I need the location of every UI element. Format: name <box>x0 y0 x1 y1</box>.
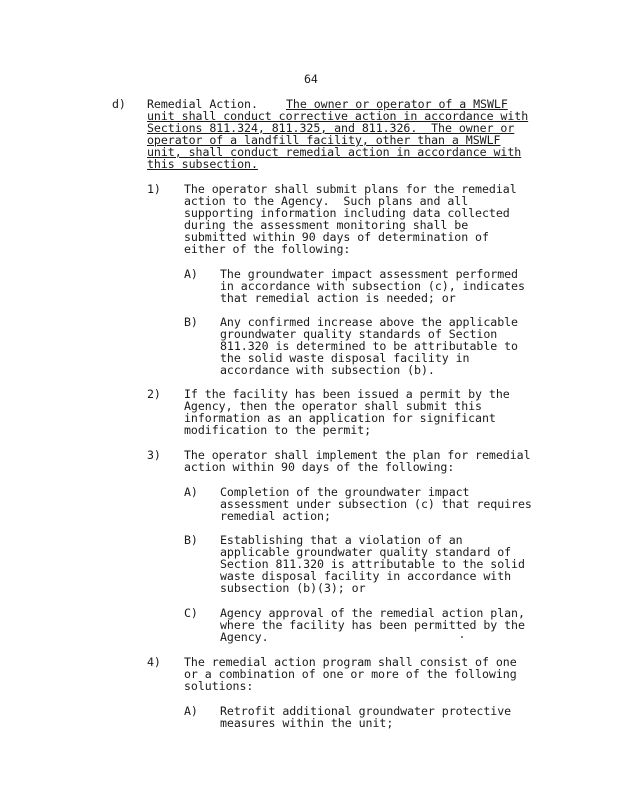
item-text-line: The operator shall implement the plan for remedial <box>184 448 531 462</box>
subitem-text-line: where the facility has been permitted by the <box>220 618 525 632</box>
item-text-line: modification to the permit; <box>184 423 372 437</box>
subitem-text-line: in accordance with subsection (c), indicates <box>220 279 525 293</box>
subitem-text-line: Any confirmed increase above the applicable <box>220 315 518 329</box>
section-text-line: unit, shall conduct remedial action in accordance with <box>147 145 522 159</box>
item-label: 3) <box>147 448 161 462</box>
item-text-line: either of the following: <box>184 242 351 256</box>
subitem-label: A) <box>184 704 198 718</box>
subitem-text-line: waste disposal facility in accordance with <box>220 569 512 583</box>
subitem-text-line: groundwater quality standards of Section <box>220 327 498 341</box>
section-text-line: Sections 811.324, 811.325, and 811.326. The owner or <box>147 121 515 135</box>
subitem-text-line: assessment under subsection (c) that requires <box>220 497 532 511</box>
item-text-line: during the assessment monitoring shall be <box>184 218 469 232</box>
subitem-text-line: the solid waste disposal facility in <box>220 351 470 365</box>
item-text-line: information as an application for significant <box>184 411 496 425</box>
subitem-label: A) <box>184 267 198 281</box>
subitem-text-line: 811.320 is determined to be attributable to <box>220 339 518 353</box>
item-label: 1) <box>147 182 161 196</box>
section-text-line: unit shall conduct corrective action in accordance with <box>147 109 529 123</box>
subitem-text-line: measures within the unit; <box>220 716 394 730</box>
item-text-line: supporting information including data collected <box>184 206 510 220</box>
subitem-text-line: The groundwater impact assessment performed <box>220 267 518 281</box>
item-text-line: submitted within 90 days of determination of <box>184 230 489 244</box>
section-text-line: The owner or operator of a MSWLF <box>286 97 508 111</box>
subitem-text-line: applicable groundwater quality standard of <box>220 545 512 559</box>
section-label: d) <box>112 97 126 111</box>
item-text-line: action to the Agency. Such plans and all <box>184 194 469 208</box>
subitem-text-line: remedial action; <box>220 509 331 523</box>
subitem-text-line: subsection (b)(3); or <box>220 581 366 595</box>
section-text-line: operator of a landfill facility, other than a MSWLF <box>147 133 501 147</box>
item-label: 4) <box>147 655 161 669</box>
subitem-label: B) <box>184 315 198 329</box>
subitem-label: A) <box>184 485 198 499</box>
item-text-line: action within 90 days of the following: <box>184 460 455 474</box>
subitem-text-line: that remedial action is needed; or <box>220 291 456 305</box>
item-text-line: or a combination of one or more of the following <box>184 667 517 681</box>
item-text-line: The remedial action program shall consist of one <box>184 655 517 669</box>
subitem-label: B) <box>184 533 198 547</box>
item-text-line: solutions: <box>184 679 254 693</box>
section-title: Remedial Action. <box>147 97 258 111</box>
subitem-text-line: Agency. <box>220 630 269 644</box>
subitem-text-line: accordance with subsection (b). <box>220 363 435 377</box>
item-text-line: If the facility has been issued a permit by the <box>184 387 510 401</box>
subitem-text-line: Agency approval of the remedial action plan, <box>220 606 525 620</box>
subitem-text-line: Establishing that a violation of an <box>220 533 463 547</box>
subitem-text-line: Completion of the groundwater impact <box>220 485 470 499</box>
item-label: 2) <box>147 387 161 401</box>
section-text-line: this subsection. <box>147 157 258 171</box>
subitem-text-line: Retrofit additional groundwater protective <box>220 704 512 718</box>
item-text-line: The operator shall submit plans for the remedial <box>184 182 517 196</box>
page-number: 64 <box>304 72 318 86</box>
subitem-label: C) <box>184 606 198 620</box>
scan-speck <box>461 636 463 638</box>
subitem-text-line: Section 811.320 is attributable to the solid <box>220 557 525 571</box>
item-text-line: Agency, then the operator shall submit this <box>184 399 482 413</box>
